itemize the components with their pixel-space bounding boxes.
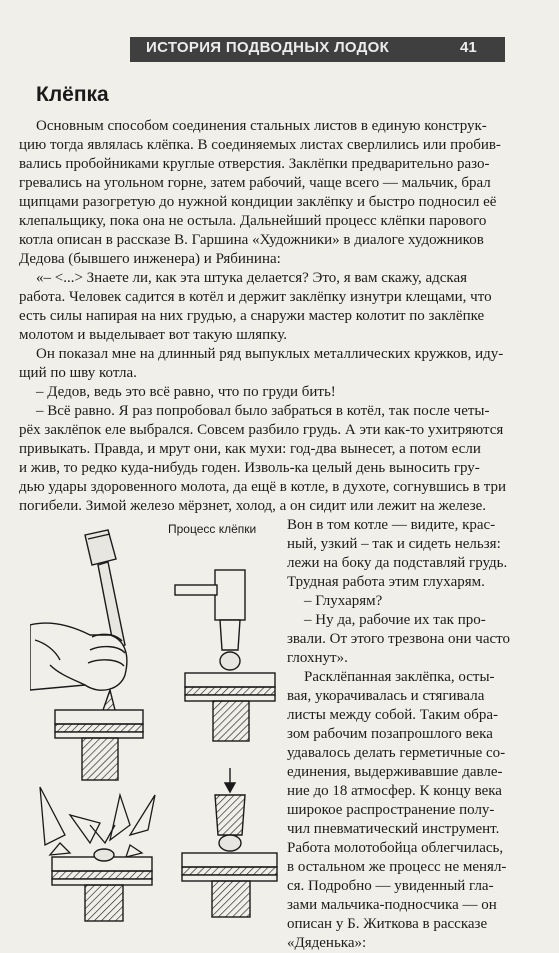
text-line: единения, выдерживавшие давле- [287,764,503,780]
text-line: Основным способом соединения стальных листов в единую конструк- [36,118,487,134]
text-line: рёх заклёпок еле выбрался. Совсем разбило грудь. А эти как-то ухитряются [19,422,504,438]
sledgehammer-drawing [175,570,245,670]
text-line: Дедова (бывшего инженера) и Рябинина: [19,251,281,267]
text-line: вались пробойниками круглые отверстия. Заклёпки предварительно разо- [19,156,490,172]
section-heading: Клёпка [36,83,109,106]
text-line: – Дедов, ведь это всё равно, что по груди бить! [36,384,336,400]
text-line: Расклёпанная заклёпка, осты- [304,669,495,685]
text-line: в остальном же процесс не менял- [287,859,507,875]
text-line: молотом и выделывает вот такую шляпку. [19,327,287,343]
text-line: ние до 18 атмосфер. К концу века [287,783,502,799]
text-line: Трудная работа этим глухарям. [287,574,485,590]
text-line: чил пневматический инструмент. [287,821,500,837]
text-line: работа. Человек садится в котёл и держит заклёпку изнутри клещами, что [19,289,492,305]
punch-drawing [215,768,245,851]
text-line: удавалось делать герметичные со- [287,745,506,761]
text-line: щий по шву котла. [19,365,137,381]
text-line: привыкать. Правда, и мрут они, как мухи: год-два вынесет, а потом если [19,441,481,457]
text-line: Работа молотобойца облегчилась, [287,840,504,856]
page-number: 41 [460,39,477,56]
text-line: погибели. Зимой железо мёрзнет, холод, а он сидит или лежит на железе. [19,498,487,514]
plates-block-right-bottom [182,853,277,917]
text-line: глохнут». [287,650,348,666]
text-line: клепальщику, пока она не остыла. Дальнейший процесс клёпки парового [19,213,487,229]
text-line: есть силы напирая на них грудью, а снаружи мастер колотит по заклёпке [19,308,485,324]
text-line: листы между собой. Таким обра- [287,707,499,723]
plates-block-left-bottom [52,849,152,921]
text-line: ся. Подробно — увиденный гла- [287,878,494,894]
text-line: дью удары здоровенного молота, да ещё в котле, в духоте, согнувшись в три [19,479,506,495]
running-header-title: ИСТОРИЯ ПОДВОДНЫХ ЛОДОК [146,39,390,56]
text-line: «– <...> Знаете ли, как эта штука делается? Это, я вам скажу, адская [36,270,468,286]
text-line: цию тогда являлась клёпка. В соединяемых листах сверлились или пробив- [19,137,501,153]
text-line: ный, узкий – так и сидеть нельзя: [287,536,501,552]
text-line: – Глухарям? [304,593,383,609]
text-line: описан у Б. Житкова в рассказе [287,916,488,932]
hand-hammer-drawing [30,530,127,713]
text-line: зами мальчика-подносчика — он [287,897,497,913]
text-line: – Ну да, рабочие их так про- [304,612,486,628]
text-line: «Дяденька»: [287,935,367,951]
figure-caption: Процесс клёпки [168,522,257,536]
text-line: вая, укорачивалась и стягивала [287,688,485,704]
plates-block-right-top [185,673,275,741]
sparks-drawing [40,787,155,857]
text-line: лежи на боку да подставляй грудь. [287,555,508,571]
text-line: котла описан в рассказе В. Гаршина «Художники» в диалоге художников [19,232,484,248]
text-line: гревались на угольном горне, затем рабочий, чаще всего — мальчик, брал [19,175,491,191]
text-line: щипцами разогретую до нужной кондиции заклёпку и быстро подносил её [19,194,497,210]
text-line: – Всё равно. Я раз попробовал было забраться в котёл, так после четы- [36,403,490,419]
text-line: и жив, то редко куда-нибудь годен. Изволь-ка целый день выносить гру- [19,460,480,476]
text-line: звали. От этого трезвона они часто [287,631,511,647]
text-line: Он показал мне на длинный ряд выпуклых металлических кружков, иду- [36,346,504,362]
riveting-illustration [30,525,280,930]
text-line: зом рабочим позапрошлого века [287,726,493,742]
plates-block-left [55,710,143,780]
text-line: Вон в том котле — видите, крас- [287,517,496,533]
text-line: широкое распространение полу- [287,802,495,818]
